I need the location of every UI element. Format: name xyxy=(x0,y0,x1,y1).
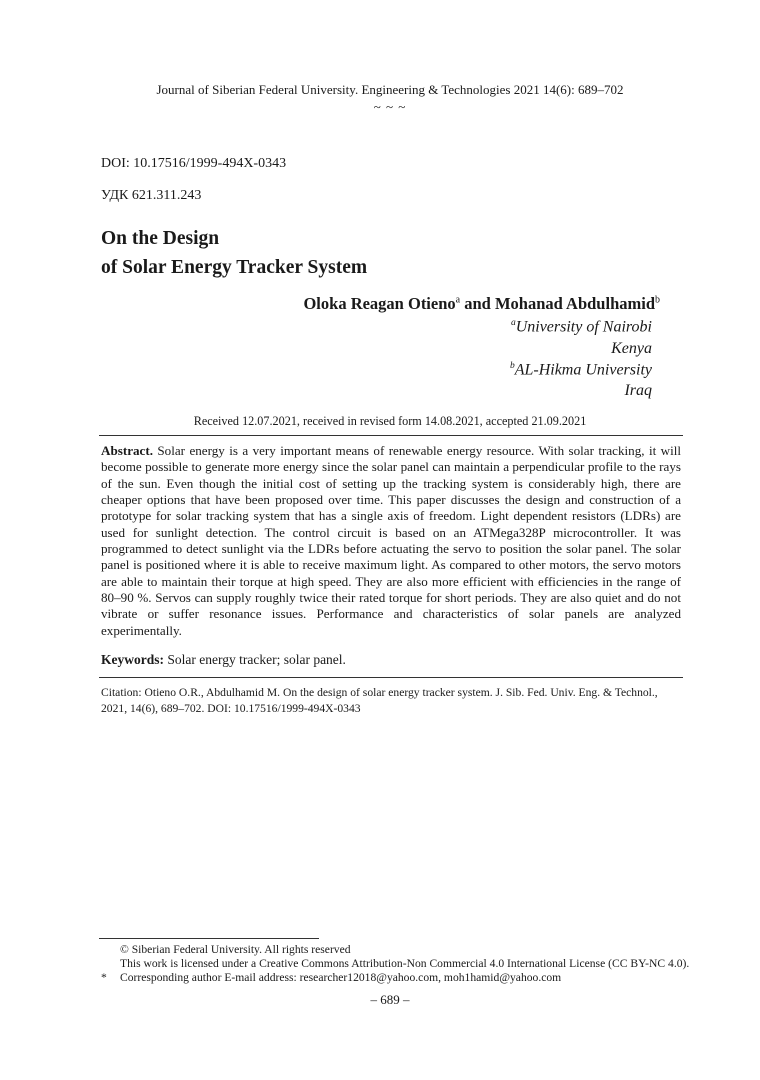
page-number: – 689 – xyxy=(370,992,410,1007)
udk-code: УДК 621.311.243 xyxy=(101,188,202,203)
paper-title xyxy=(101,224,367,282)
abstract-label: Abstract. xyxy=(101,443,153,458)
license-note: This work is licensed under a Creative Commons Attribution-Non Commercial 4.0 International License (CC BY-NC 4.0). xyxy=(120,957,690,971)
affiliation-a-mark: a xyxy=(510,318,516,328)
affiliation-b-name: AL-Hikma University xyxy=(514,361,652,379)
affiliation-b-line-1 xyxy=(510,361,652,379)
abstract-top-rule xyxy=(99,435,683,436)
abstract-text: Solar energy is a very important means of renewable energy resource. With solar tracking, it will become possible to generate more energy since the solar panel can maintain a perpendicular profile to the rays of the sun. Even though the initial cost of setting up the tracking system is considerably high, there are cheaper options that have been proposed over time. This paper discusses the design and construction of a prototype for solar tracking system that has a single axis of freedom. Light dependent resistors (LDRs) are used for sunlight detection. The control circuit is based on an ATMega328P microcontroller. It was programmed to detect sunlight via the LDRs before actuating the servo to position the solar panel. The solar panel is positioned where it is able to receive maximum light. As compared to other motors, the servo motors are able to maintain their torque at high speed. They are also more efficient with efficiencies in the range of 80–90 %. Servos can supply roughly twice their rated torque for short periods. They are also quiet and do not vibrate or suffer resonance issues. Performance and characteristics of solar panels are analyzed experimentally. xyxy=(101,443,681,638)
author-conjunction: and xyxy=(460,294,495,313)
affiliation-a-country: Kenya xyxy=(611,340,652,357)
keywords-text: Solar energy tracker; solar panel. xyxy=(164,652,346,667)
corresponding-mark: * xyxy=(101,971,107,985)
citation: Citation: Otieno O.R., Abdulhamid M. On the design of solar energy tracker system. J. Sib. Fed. Univ. Eng. & Technol., 2021, 14(6), 689–702. DOI: 10.17516/1999-494X-0343 xyxy=(101,686,658,715)
affiliation-b-mark: b xyxy=(509,361,515,371)
author-2: Mohanad Abdulhamid xyxy=(494,294,655,313)
affiliation-b-country: Iraq xyxy=(624,382,652,399)
footnote-rule xyxy=(99,938,319,939)
keywords xyxy=(101,652,346,668)
title-line-2: of Solar Energy Tracker System xyxy=(101,257,368,278)
keywords-label: Keywords: xyxy=(101,652,164,667)
abstract xyxy=(101,443,681,639)
authors xyxy=(303,294,660,314)
doi: DOI: 10.17516/1999-494X-0343 xyxy=(101,156,287,171)
affiliation-a-line-1 xyxy=(511,318,652,336)
footnotes xyxy=(101,943,701,986)
corresponding-author-note: Corresponding author E-mail address: researcher12018@yahoo.com, moh1hamid@yahoo.com xyxy=(120,971,562,985)
copyright-note: © Siberian Federal University. All rights reserved xyxy=(120,943,351,956)
citation-top-rule xyxy=(99,677,683,678)
affiliation-a-name: University of Nairobi xyxy=(515,318,652,336)
header-ornament: ~ ~ ~ xyxy=(373,99,407,114)
received-dates: Received 12.07.2021, received in revised form 14.08.2021, accepted 21.09.2021 xyxy=(193,414,587,428)
journal-header: Journal of Siberian Federal University. Engineering & Technologies 2021 14(6): 689–702 xyxy=(156,82,624,97)
author-1: Oloka Reagan Otieno xyxy=(303,294,456,313)
author-2-mark: b xyxy=(655,294,660,306)
title-line-1: On the Design xyxy=(101,228,220,249)
author-1-mark: a xyxy=(455,294,461,306)
